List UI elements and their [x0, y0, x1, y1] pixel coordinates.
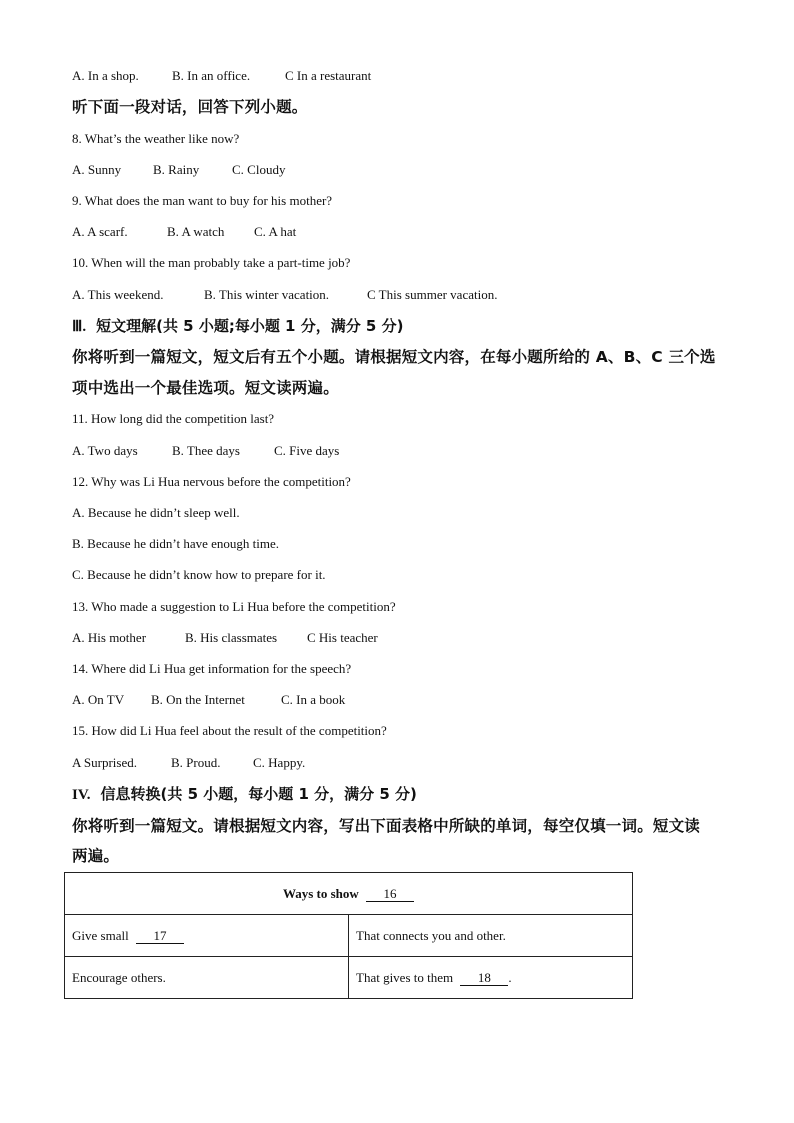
- question-15: 15. How did Li Hua feel about the result of the competition?: [72, 723, 387, 738]
- cell-text: Encourage others.: [72, 969, 166, 985]
- q8-option-c: C. Cloudy: [232, 162, 286, 177]
- section-3-instruction-1: 你将听到一篇短文，短文后有五个小题。请根据短文内容，在每小题所给的 A、B、C 三个选: [72, 348, 716, 366]
- question-14: 14. Where did Li Hua get information for the speech?: [72, 661, 352, 676]
- table-cell: [349, 915, 633, 957]
- section-4-instruction-2: 两遍。: [72, 847, 120, 865]
- section-4-title: 信息转换(共 5 小题，每小题 1 分，满分 5 分): [100, 785, 417, 803]
- question-10: 10. When will the man probably take a part-time job?: [72, 255, 351, 270]
- table-row: [65, 915, 633, 957]
- table-cell: [65, 957, 349, 999]
- q7-option-c: C In a restaurant: [285, 68, 372, 83]
- q9-option-c: C. A hat: [254, 224, 297, 239]
- q13-option-a: A. His mother: [72, 630, 147, 645]
- section-3-heading: [72, 316, 403, 337]
- q12-option-a: A. Because he didn’t sleep well.: [72, 505, 240, 520]
- table-row: [65, 957, 633, 999]
- q8-option-b: B. Rainy: [153, 162, 200, 177]
- table-header-cell: [65, 873, 633, 915]
- blank-17: 17: [136, 929, 184, 944]
- q8-option-a: A. Sunny: [72, 162, 122, 177]
- table-header-text: Ways to show: [282, 885, 359, 901]
- cell-text: That connects you and other.: [356, 927, 506, 943]
- q13-option-b: B. His classmates: [185, 630, 278, 645]
- info-table: [64, 872, 633, 999]
- section-4-number: IV.: [72, 787, 91, 803]
- cell-text: That gives to them: [356, 969, 454, 985]
- blank-18: 18: [460, 971, 508, 986]
- section-3-title: 短文理解(共 5 小题;每小题 1 分，满分 5 分): [96, 317, 404, 335]
- question-12: 12. Why was Li Hua nervous before the competition?: [72, 474, 351, 489]
- q12-option-b: B. Because he didn’t have enough time.: [72, 536, 279, 551]
- question-13: 13. Who made a suggestion to Li Hua before the competition?: [72, 599, 396, 614]
- q14-option-b: B. On the Internet: [151, 692, 245, 707]
- cell-text: Give small: [72, 927, 129, 943]
- q12-option-c: C. Because he didn’t know how to prepare for it.: [72, 567, 326, 582]
- table-row: [65, 873, 633, 915]
- table-cell: [349, 957, 633, 999]
- blank-16: 16: [366, 887, 414, 902]
- q10-option-a: A. This weekend.: [72, 287, 164, 302]
- q11-option-c: C. Five days: [274, 443, 340, 458]
- section-3-number: Ⅲ.: [72, 319, 87, 335]
- question-8: 8. What’s the weather like now?: [72, 131, 240, 146]
- section-4-heading: [72, 784, 417, 805]
- section-4-instruction-1: 你将听到一篇短文。请根据短文内容，写出下面表格中所缺的单词，每空仅填一词。短文读: [72, 817, 701, 835]
- q13-option-c: C His teacher: [307, 630, 378, 645]
- dialog-instruction: 听下面一段对话，回答下列小题。: [72, 98, 308, 116]
- section-3-instruction-2: 项中选出一个最佳选项。短文读两遍。: [72, 379, 339, 397]
- q10-option-b: B. This winter vacation.: [204, 287, 330, 302]
- q15-option-a: A Surprised.: [72, 755, 137, 770]
- q9-option-a: A. A scarf.: [72, 224, 128, 239]
- q10-option-c: C This summer vacation.: [367, 287, 498, 302]
- q14-option-a: A. On TV: [72, 692, 125, 707]
- table-cell: [65, 915, 349, 957]
- q7-option-a: A. In a shop.: [72, 68, 139, 83]
- q9-option-b: B. A watch: [167, 224, 225, 239]
- q15-option-b: B. Proud.: [171, 755, 221, 770]
- q11-option-b: B. Thee days: [172, 443, 240, 458]
- q7-option-b: B. In an office.: [172, 68, 251, 83]
- question-11: 11. How long did the competition last?: [72, 411, 275, 426]
- question-9: 9. What does the man want to buy for his mother?: [72, 193, 333, 208]
- q14-option-c: C. In a book: [281, 692, 346, 707]
- q11-option-a: A. Two days: [72, 443, 138, 458]
- cell-period: .: [508, 969, 512, 985]
- q15-option-c: C. Happy.: [253, 755, 306, 770]
